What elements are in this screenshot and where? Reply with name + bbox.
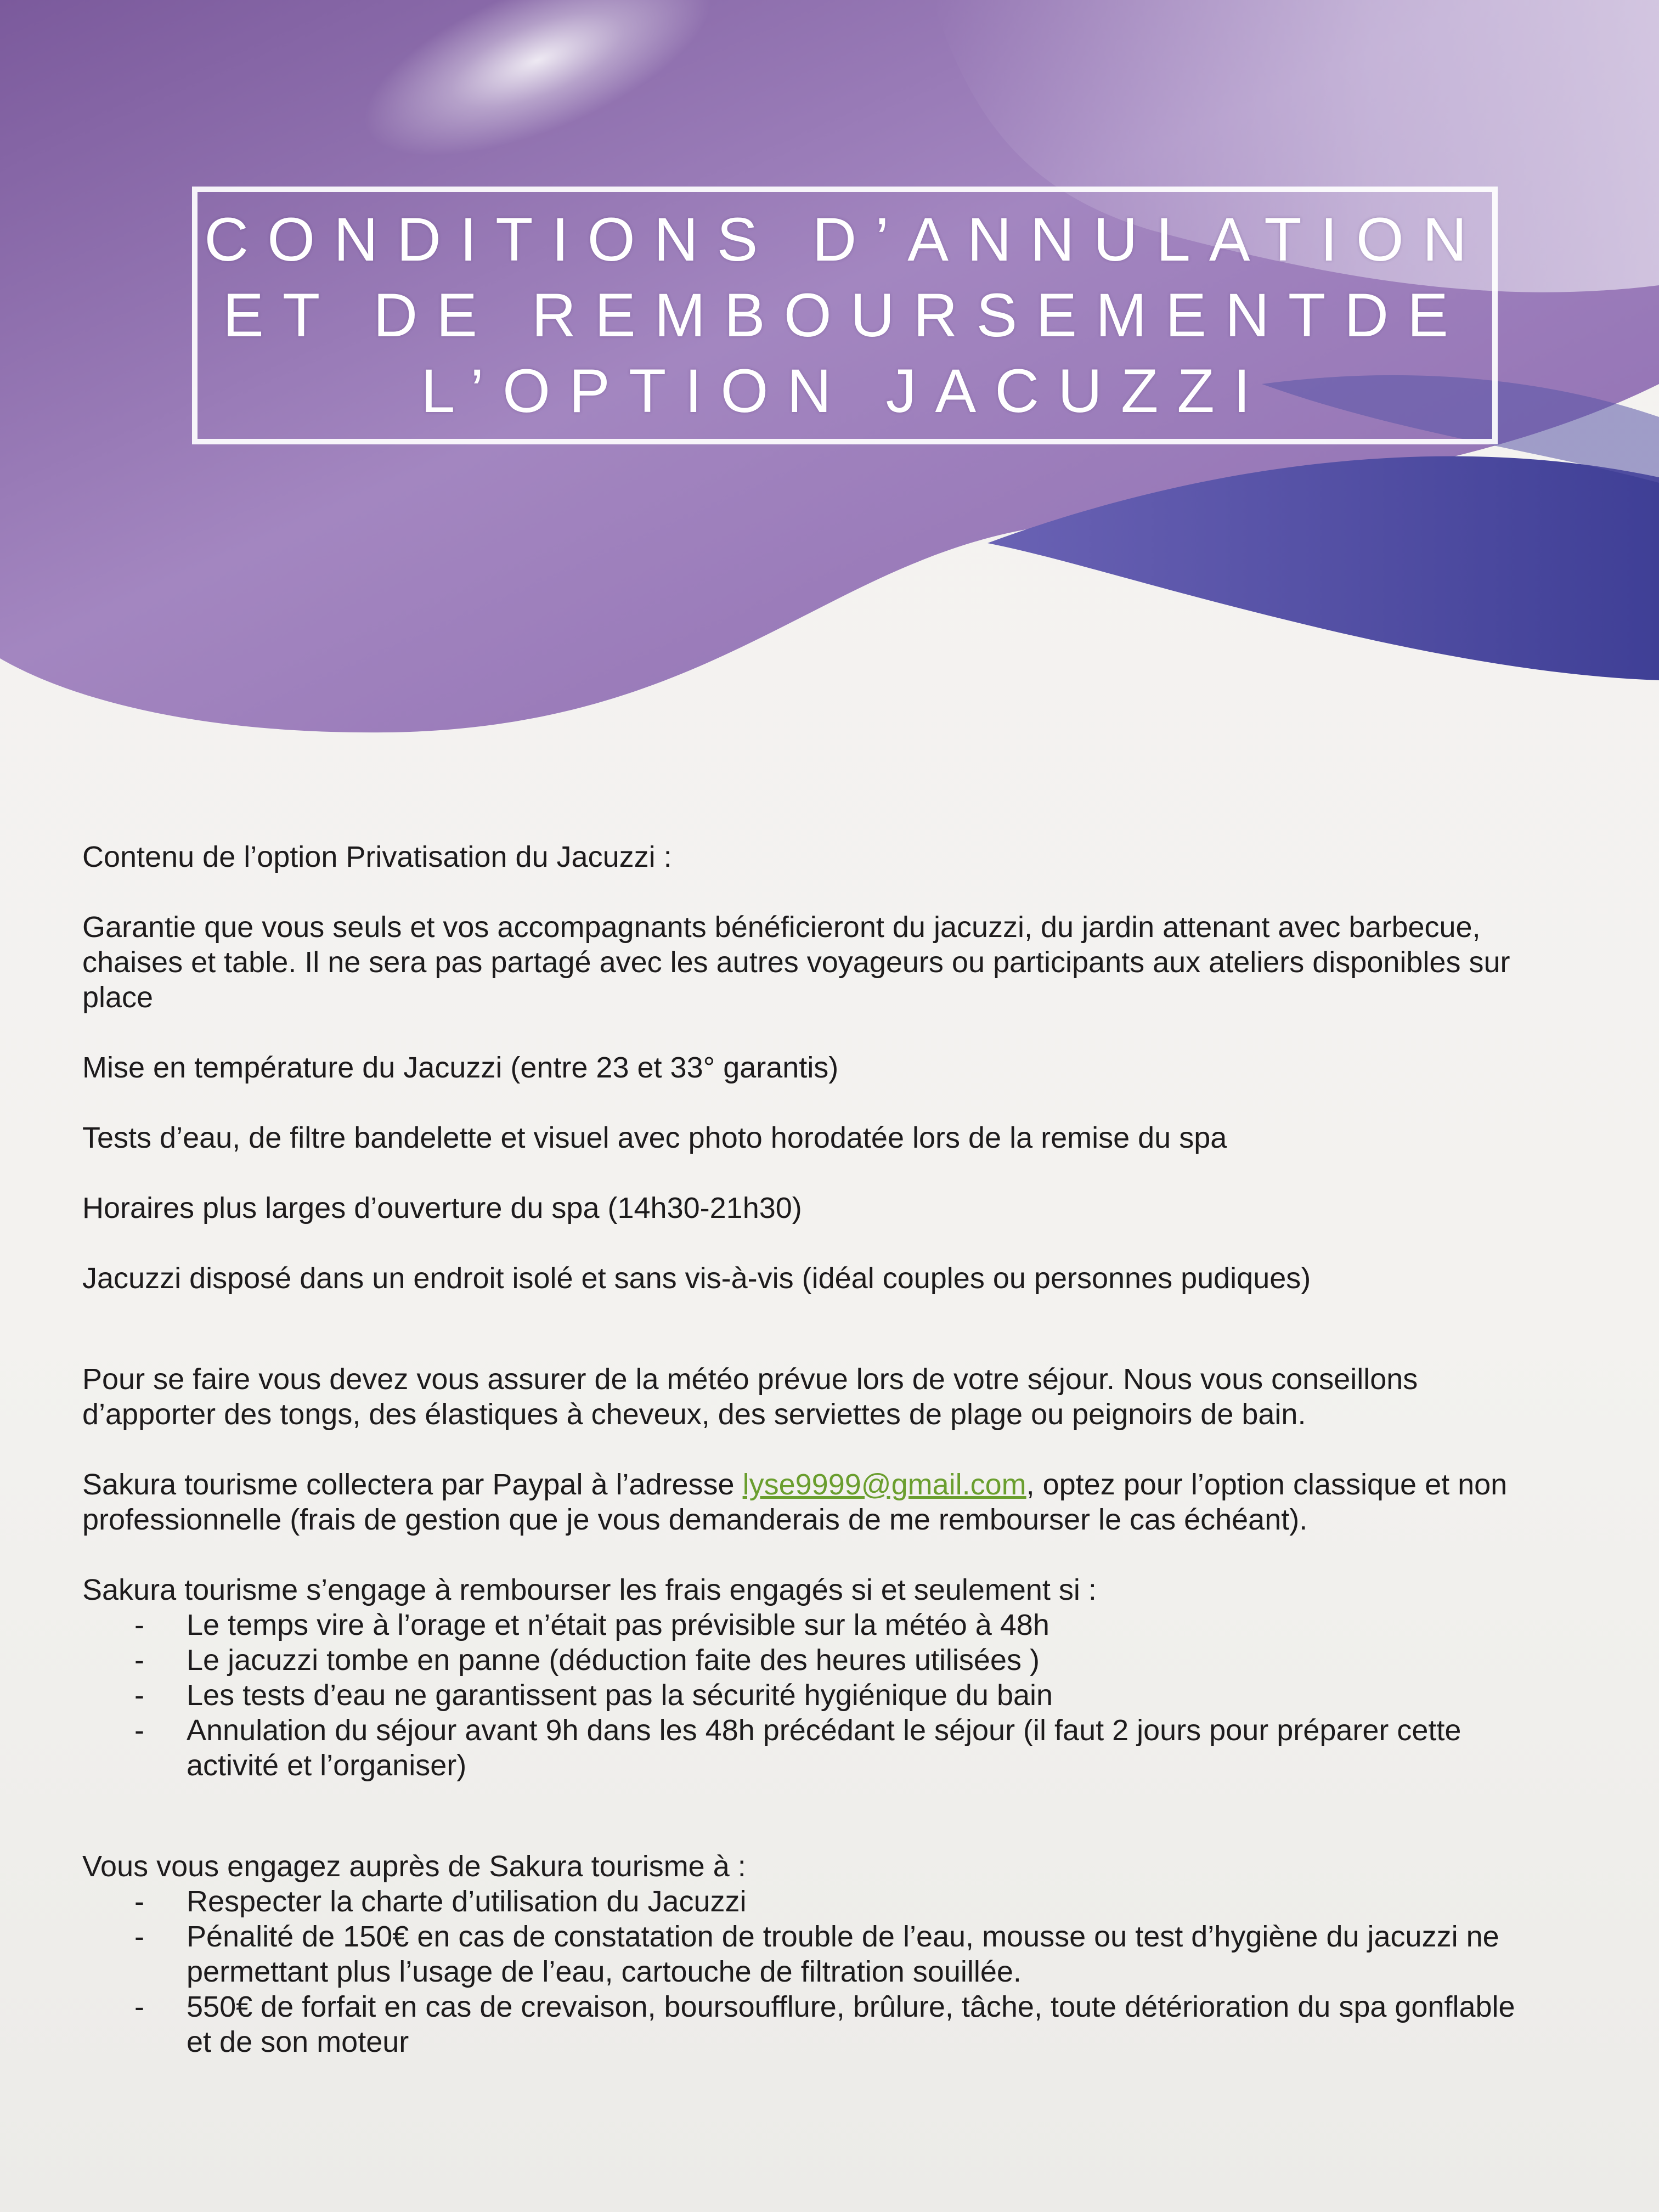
- payment-paragraph: [82, 1467, 1531, 1537]
- title-line-1: CONDITIONS D’ANNULATION: [204, 205, 1486, 274]
- list-item: - Pénalité de 150€ en cas de constatation de trouble de l’eau, mousse ou test d’hygiène du jacuzzi ne permettant plus l’usage de l’eau, cartouche de filtration souillée.: [134, 1920, 1499, 1988]
- commitments-list: [82, 1884, 1531, 2059]
- dash-bullet: -: [134, 1679, 144, 1712]
- dash-bullet: -: [134, 1920, 144, 1953]
- title-frame: [192, 187, 1498, 444]
- list-item: - Le temps vire à l’orage et n’était pas prévisible sur la météo à 48h: [134, 1609, 1049, 1641]
- commitments-heading: Vous vous engagez auprès de Sakura tourisme à :: [82, 1850, 746, 1883]
- document-body: [82, 839, 1531, 2059]
- feature-water-tests: Tests d’eau, de filtre bandelette et visuel avec photo horodatée lors de la remise du spa: [82, 1121, 1227, 1154]
- feature-opening-hours: Horaires plus larges d’ouverture du spa (14h30-21h30): [82, 1192, 802, 1224]
- list-item: - Le jacuzzi tombe en panne (déduction faite des heures utilisées ): [134, 1644, 1040, 1677]
- feature-temperature: Mise en température du Jacuzzi (entre 23 et 33° garantis): [82, 1051, 839, 1084]
- list-item: - Les tests d’eau ne garantissent pas la sécurité hygiénique du bain: [134, 1679, 1053, 1712]
- title-line-3: L’OPTION JACUZZI: [421, 357, 1269, 425]
- list-item: - Respecter la charte d’utilisation du Jacuzzi: [134, 1885, 747, 1918]
- dash-bullet: -: [134, 1885, 144, 1918]
- dash-bullet: -: [134, 1609, 144, 1641]
- list-item: - Annulation du séjour avant 9h dans les 48h précédant le séjour (il faut 2 jours pour préparer cette activité et l’organiser): [134, 1714, 1462, 1782]
- feature-isolated-location: Jacuzzi disposé dans un endroit isolé et sans vis-à-vis (idéal couples ou personnes pudiques): [82, 1262, 1311, 1295]
- title-line-2: ET DE REMBOURSEMENTDE: [223, 281, 1467, 349]
- list-item: - 550€ de forfait en cas de crevaison, boursoufflure, brûlure, tâche, toute détérioration du spa gonflable et de son moteur: [134, 1990, 1515, 2058]
- dash-bullet: -: [134, 1714, 144, 1747]
- email-link[interactable]: lyse9999@gmail.com: [742, 1468, 1026, 1501]
- intro-heading: Contenu de l’option Privatisation du Jacuzzi :: [82, 840, 672, 873]
- feature-guarantee: Garantie que vous seuls et vos accompagnants bénéficieront du jacuzzi, du jardin attenant avec barbecue, chaises et table. Il ne sera pas partagé avec les autres voyageurs ou participants aux ateliers disponibles sur place: [82, 911, 1510, 1014]
- weather-note: Pour se faire vous devez vous assurer de la météo prévue lors de votre séjour. Nous vous conseillons d’apporter des tongs, des élastiques à cheveux, des serviettes de plage ou peignoirs de bain.: [82, 1363, 1418, 1431]
- payment-text-before: Sakura tourisme collectera par Paypal à l’adresse: [82, 1468, 743, 1501]
- refund-conditions-list: [82, 1607, 1531, 1783]
- payment-text-after: , optez pour l’option classique et non professionnelle (frais de gestion que je vous demanderais de me rembourser le cas échéant).: [82, 1468, 1508, 1536]
- dash-bullet: -: [134, 1990, 144, 2023]
- refund-heading: Sakura tourisme s’engage à rembourser les frais engagés si et seulement si :: [82, 1573, 1097, 1606]
- dash-bullet: -: [134, 1644, 144, 1677]
